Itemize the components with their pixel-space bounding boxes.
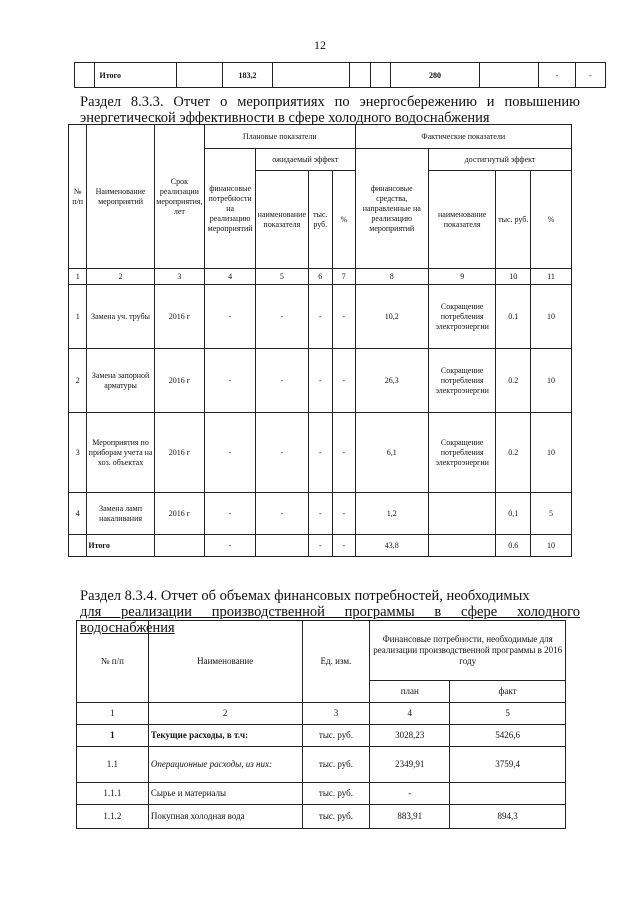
table-cell: - xyxy=(256,413,308,493)
header-unit: Ед. изм. xyxy=(302,621,370,703)
table-cell: 2016 г xyxy=(154,349,204,413)
table-cell: Замена ламп накаливания xyxy=(87,493,154,535)
table-cell: - xyxy=(333,413,355,493)
header-num: № п/п xyxy=(77,621,149,703)
table-cell xyxy=(429,493,496,535)
table-cell: 3759,4 xyxy=(450,747,566,783)
header-planned-fin: финансовые потребности на реализацию мероприятий xyxy=(205,149,256,269)
table-row xyxy=(75,63,606,88)
table-cell: Замена уч. трубы xyxy=(87,285,154,349)
table-cell: 0.2 xyxy=(496,349,531,413)
table-cell: - xyxy=(205,285,256,349)
table-cell: - xyxy=(308,285,333,349)
table-cell: 10 xyxy=(531,413,572,493)
column-number: 10 xyxy=(496,269,531,285)
table-cell xyxy=(256,535,308,557)
table-cell: Сырье и материалы xyxy=(148,783,302,805)
table-cell: 0.2 xyxy=(496,413,531,493)
table-cell: Текущие расходы, в т.ч: xyxy=(148,725,302,747)
header-expected-effect: ожидаемый эффект xyxy=(256,149,355,171)
section-833-title: Раздел 8.3.3. Отчет о мероприятиях по энергосбережению и повышению энергетической эффективности в сфере холодного водоснабжения xyxy=(80,94,580,126)
table-cell: тыс. руб. xyxy=(302,805,370,829)
table-cell: 2 xyxy=(69,349,87,413)
table-cell: Сокращение потребления электроэнергии xyxy=(429,413,496,493)
table-cell: Мероприятия по приборам учета на хоз. объектах xyxy=(87,413,154,493)
column-number: 5 xyxy=(256,269,308,285)
table-cell: 1 xyxy=(77,725,149,747)
table-cell: 0,1 xyxy=(496,493,531,535)
header-name: Наименование xyxy=(148,621,302,703)
table-cell: тыс. руб. xyxy=(302,783,370,805)
table-cell: - xyxy=(256,285,308,349)
column-number-row xyxy=(77,703,566,725)
table-header-row xyxy=(69,125,572,149)
column-number: 1 xyxy=(69,269,87,285)
header-achieved-effect: достигнутый эффект xyxy=(429,149,572,171)
table-cell xyxy=(154,535,204,557)
table-cell: Покупная холодная вода xyxy=(148,805,302,829)
table-row xyxy=(77,747,566,783)
column-number: 8 xyxy=(355,269,429,285)
header-num: № п/п xyxy=(69,125,87,269)
table-cell: 280 xyxy=(391,63,480,88)
table-cell: - xyxy=(308,535,333,557)
column-number: 1 xyxy=(77,703,149,725)
header-pct: % xyxy=(333,171,355,269)
section-834-title-line2: для реализации производственной программы в сфере холодного водоснабжения xyxy=(80,604,580,636)
table-cell: 5 xyxy=(531,493,572,535)
table-cell: Сокращение потребления электроэнергии xyxy=(429,349,496,413)
table-cell: 2349,91 xyxy=(370,747,450,783)
column-number: 4 xyxy=(205,269,256,285)
table-cell: - xyxy=(308,413,333,493)
table-row xyxy=(69,349,572,413)
column-number: 5 xyxy=(450,703,566,725)
table-cell xyxy=(177,63,223,88)
section-834-title-line1: Раздел 8.3.4. Отчет об объемах финансовых потребностей, необходимых xyxy=(80,588,530,604)
table-cell: - xyxy=(308,349,333,413)
column-number: 3 xyxy=(302,703,370,725)
table-row xyxy=(77,805,566,829)
table-cell: Итого xyxy=(95,63,177,88)
table-cell: 0.6 xyxy=(496,535,531,557)
table-cell: - xyxy=(308,493,333,535)
table-row xyxy=(69,413,572,493)
table-cell: 1.1.1 xyxy=(77,783,149,805)
table-cell xyxy=(69,535,87,557)
table-cell: - xyxy=(539,63,575,88)
column-number: 4 xyxy=(370,703,450,725)
table-cell: - xyxy=(205,413,256,493)
table-cell xyxy=(450,783,566,805)
column-number: 3 xyxy=(154,269,204,285)
table-cell xyxy=(480,63,539,88)
table-cell: 3028,23 xyxy=(370,725,450,747)
energy-saving-table xyxy=(68,124,572,557)
table-cell: - xyxy=(333,349,355,413)
column-number: 2 xyxy=(87,269,154,285)
table-cell: Сокращение потребления электроэнергии xyxy=(429,285,496,349)
table-cell: - xyxy=(370,783,450,805)
table-row xyxy=(77,783,566,805)
table-cell: 883,91 xyxy=(370,805,450,829)
table-cell: - xyxy=(205,493,256,535)
financial-needs-table xyxy=(76,620,566,829)
table-cell xyxy=(350,63,370,88)
table-cell: 10 xyxy=(531,349,572,413)
table-cell: 4 xyxy=(69,493,87,535)
table-cell: 1.1.2 xyxy=(77,805,149,829)
header-actual-pct: % xyxy=(531,171,572,269)
table-row xyxy=(69,493,572,535)
table-cell: - xyxy=(205,349,256,413)
table-cell: 26,3 xyxy=(355,349,429,413)
header-fin-needs: Финансовые потребности, необходимые для реализации производственной программы в 2016 году xyxy=(370,621,566,681)
page-number: 12 xyxy=(314,38,326,52)
column-number-row xyxy=(69,269,572,285)
table-cell: 10,2 xyxy=(355,285,429,349)
table-cell: Итого xyxy=(87,535,154,557)
table-cell xyxy=(370,63,390,88)
table-cell: 2016 г xyxy=(154,493,204,535)
header-actual: Фактические показатели xyxy=(355,125,572,149)
table-cell: тыс. руб. xyxy=(302,725,370,747)
table-cell: 6,1 xyxy=(355,413,429,493)
header-thous-rub: тыс. руб. xyxy=(308,171,333,269)
table-cell: 183,2 xyxy=(222,63,272,88)
table-cell: - xyxy=(256,349,308,413)
table-cell: 2016 г xyxy=(154,285,204,349)
header-fact: факт xyxy=(450,681,566,703)
column-number: 9 xyxy=(429,269,496,285)
total-row xyxy=(69,535,572,557)
table-cell: 1,2 xyxy=(355,493,429,535)
table-cell: 0.1 xyxy=(496,285,531,349)
table-cell: 10 xyxy=(531,285,572,349)
table-cell xyxy=(75,63,95,88)
table-cell: 894,3 xyxy=(450,805,566,829)
table-cell: 43,8 xyxy=(355,535,429,557)
continued-total-table xyxy=(74,62,606,88)
header-actual-thous-rub: тыс. руб. xyxy=(496,171,531,269)
header-actual-fin: финансовые средства, направленные на реализацию мероприятий xyxy=(355,149,429,269)
table-cell: - xyxy=(333,493,355,535)
header-indicator-name: наименование показателя xyxy=(256,171,308,269)
table-cell xyxy=(429,535,496,557)
table-cell: 3 xyxy=(69,413,87,493)
header-actual-indicator-name: наименование показателя xyxy=(429,171,496,269)
column-number: 6 xyxy=(308,269,333,285)
header-planned: Плановые показатели xyxy=(205,125,355,149)
table-cell: Операционные расходы, из них: xyxy=(148,747,302,783)
table-cell: - xyxy=(575,63,605,88)
table-row xyxy=(77,725,566,747)
header-name: Наименование мероприятий xyxy=(87,125,154,269)
table-cell: - xyxy=(256,493,308,535)
column-number: 7 xyxy=(333,269,355,285)
column-number: 11 xyxy=(531,269,572,285)
table-cell: 10 xyxy=(531,535,572,557)
table-header-row xyxy=(77,621,566,681)
table-cell: 1.1 xyxy=(77,747,149,783)
table-cell: тыс. руб. xyxy=(302,747,370,783)
table-row xyxy=(69,285,572,349)
table-cell: Замена запорной арматуры xyxy=(87,349,154,413)
column-number: 2 xyxy=(148,703,302,725)
table-cell: 5426,6 xyxy=(450,725,566,747)
table-cell: - xyxy=(205,535,256,557)
header-plan: план xyxy=(370,681,450,703)
header-term: Срок реализации мероприятия, лет xyxy=(154,125,204,269)
table-cell xyxy=(273,63,350,88)
table-cell: - xyxy=(333,285,355,349)
table-cell: 1 xyxy=(69,285,87,349)
table-cell: - xyxy=(333,535,355,557)
table-cell: 2016 г xyxy=(154,413,204,493)
